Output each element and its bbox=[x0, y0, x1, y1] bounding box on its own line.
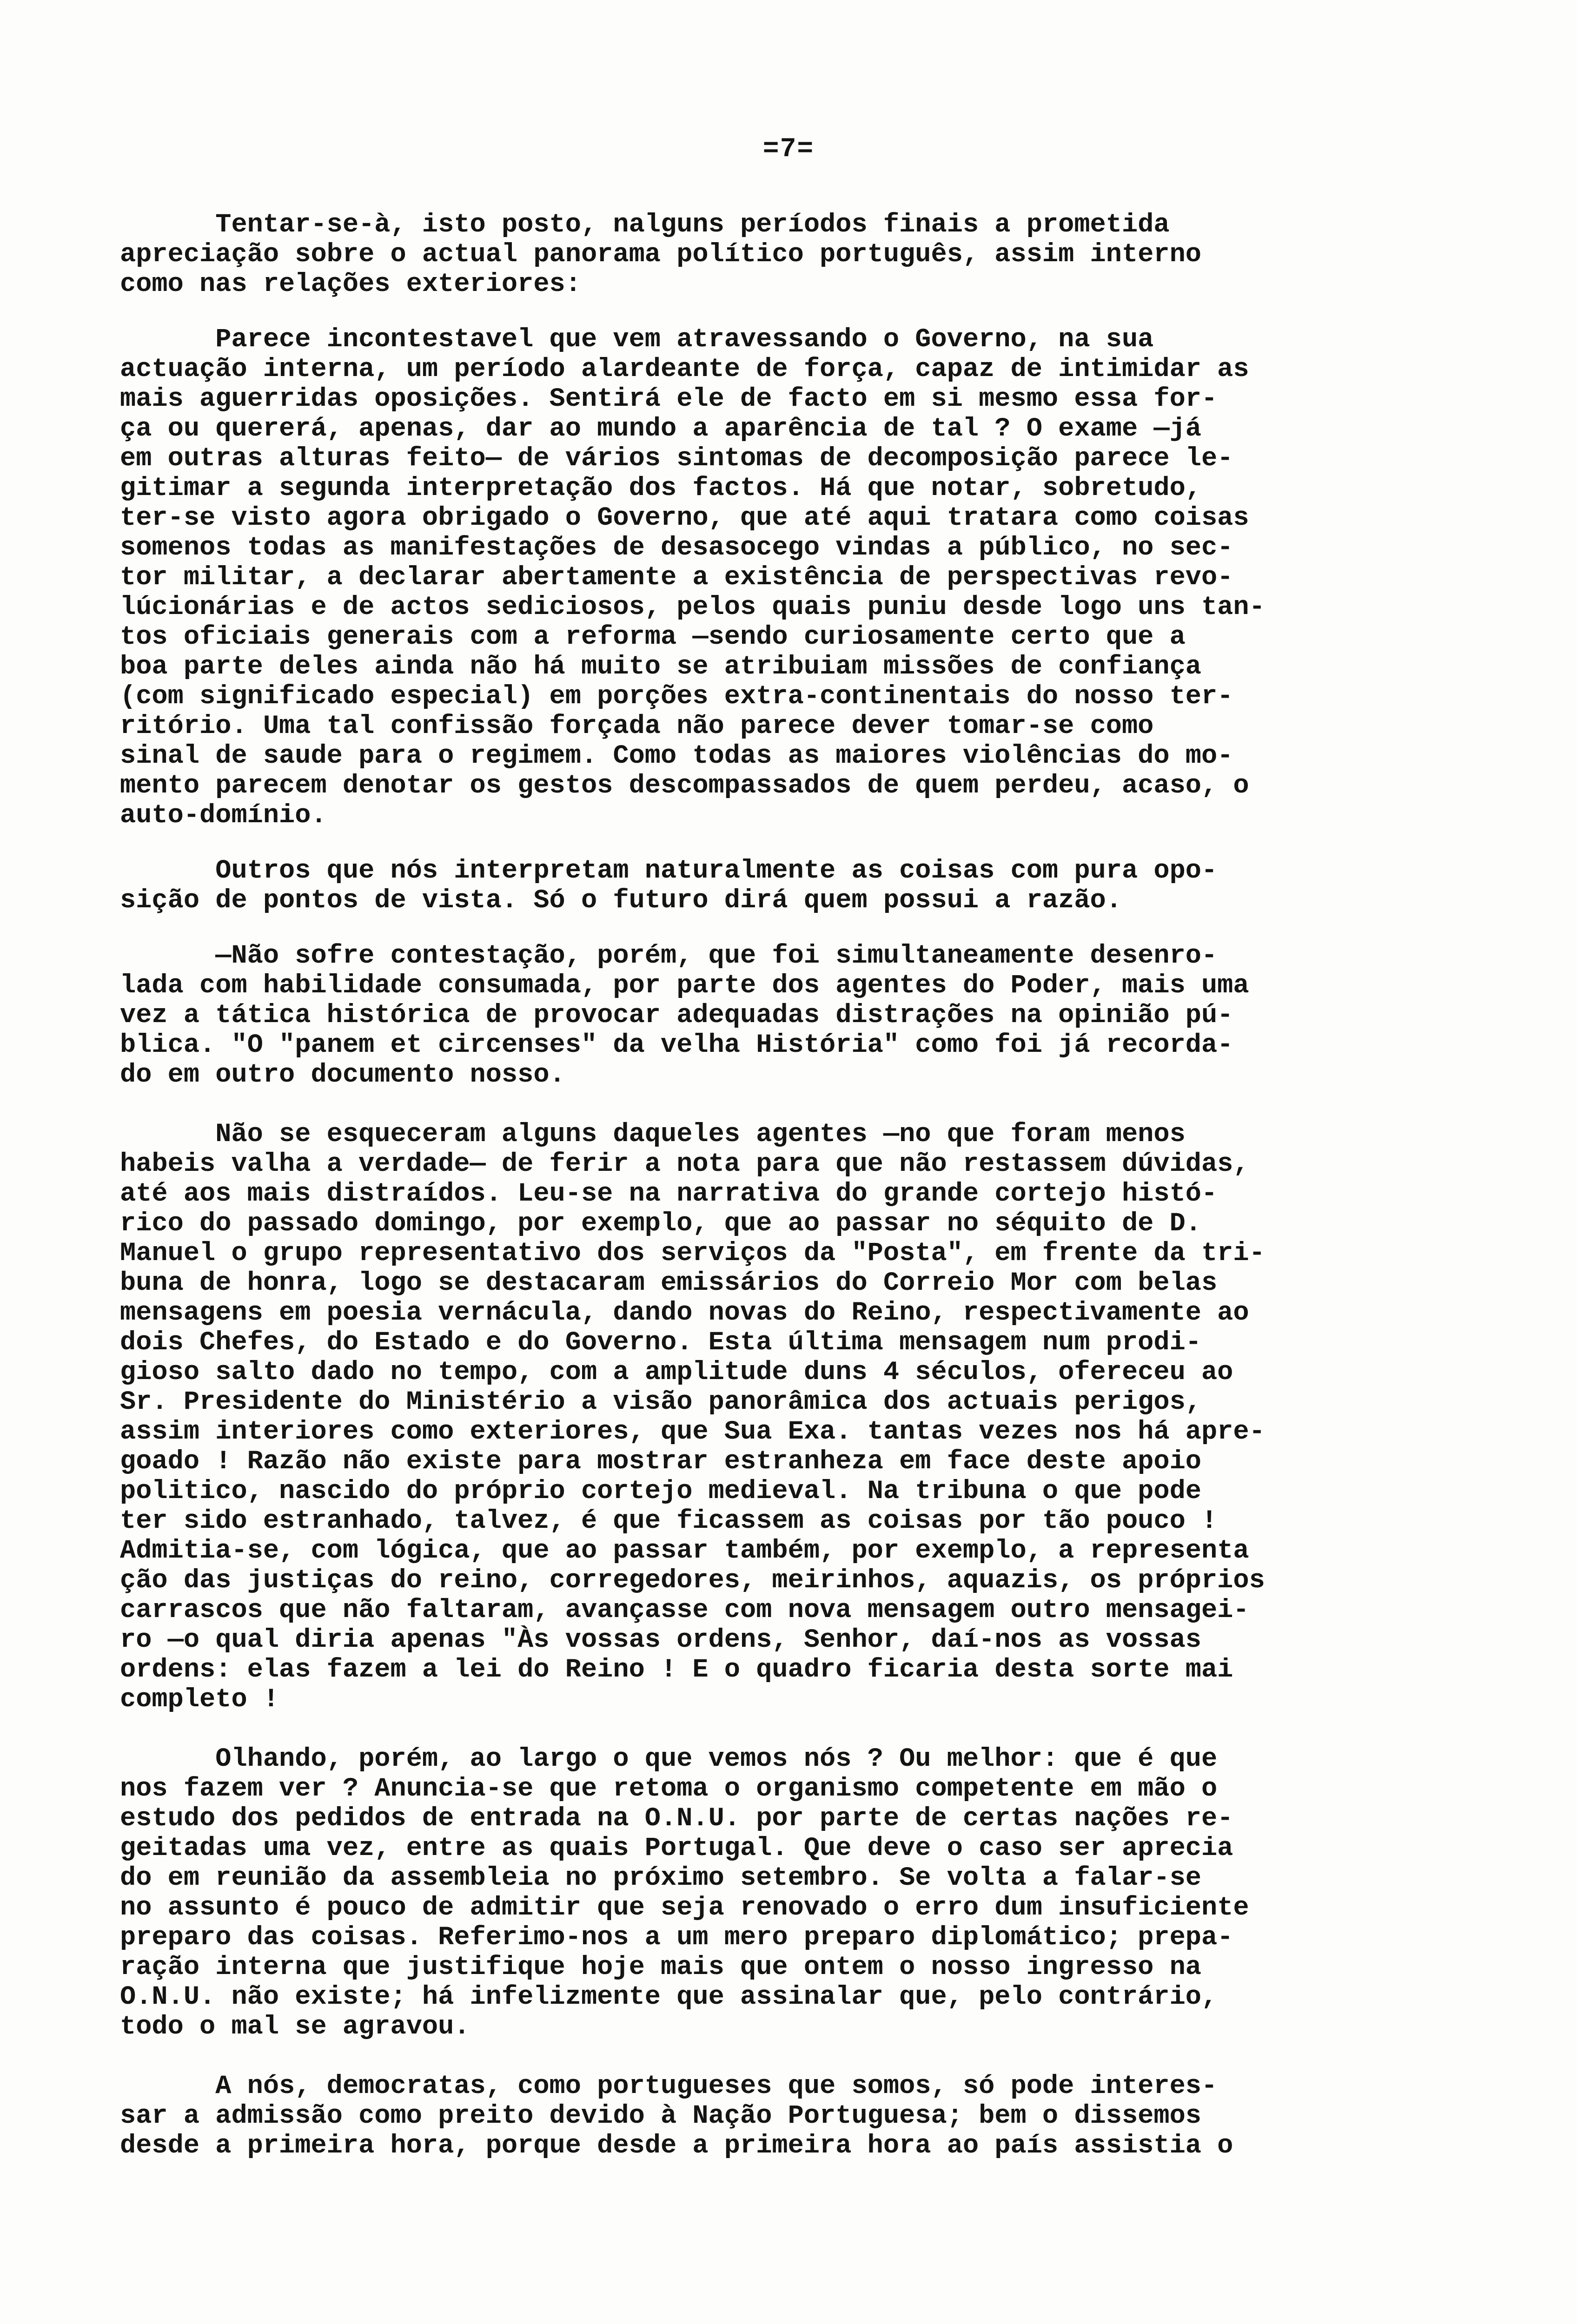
text-line: sar a admissão como preito devido à Nação Portuguesa; bem o dissemos bbox=[120, 2101, 1201, 2131]
text-line: Não se esqueceram alguns daqueles agentes —no que foram menos bbox=[120, 1120, 1186, 1149]
text-line: dois Chefes, do Estado e do Governo. Esta última mensagem num prodi- bbox=[120, 1328, 1201, 1358]
paragraph bbox=[120, 856, 1478, 916]
text-line: politico, nascido do próprio cortejo medieval. Na tribuna o que pode bbox=[120, 1477, 1201, 1506]
text-line: auto-domínio. bbox=[120, 801, 327, 831]
text-line: O.N.U. não existe; há infelizmente que assinalar que, pelo contrário, bbox=[120, 1982, 1218, 2012]
text-line: sição de pontos de vista. Só o futuro dirá quem possui a razão. bbox=[120, 886, 1122, 916]
text-line: assim interiores como exteriores, que Sua Exa. tantas vezes nos há apre- bbox=[120, 1417, 1265, 1447]
text-line: Outros que nós interpretam naturalmente as coisas com pura opo- bbox=[120, 856, 1218, 886]
text-line: lúcionárias e de actos sediciosos, pelos quais puniu desde logo uns tan- bbox=[120, 593, 1265, 622]
text-line: mais aguerridas oposições. Sentirá ele de facto em si mesmo essa for- bbox=[120, 384, 1218, 414]
text-line: A nós, democratas, como portugueses que somos, só pode interes- bbox=[120, 2072, 1218, 2101]
text-line: ordens: elas fazem a lei do Reino ! E o quadro ficaria desta sorte mai bbox=[120, 1655, 1233, 1685]
text-line: completo ! bbox=[120, 1685, 279, 1715]
text-line: boa parte deles ainda não há muito se atribuiam missões de confiança bbox=[120, 652, 1201, 682]
text-line: tor militar, a declarar abertamente a existência de perspectivas revo- bbox=[120, 563, 1233, 593]
text-line: actuação interna, um período alardeante de força, capaz de intimidar as bbox=[120, 355, 1249, 384]
text-line: preparo das coisas. Referimo-nos a um mero preparo diplomático; prepa- bbox=[120, 1923, 1233, 1953]
text-line: até aos mais distraídos. Leu-se na narrativa do grande cortejo histó- bbox=[120, 1179, 1218, 1209]
text-line: Olhando, porém, ao largo o que vemos nós ? Ou melhor: que é que bbox=[120, 1744, 1218, 1774]
text-line: Sr. Presidente do Ministério a visão panorâmica dos actuais perigos, bbox=[120, 1387, 1201, 1417]
text-line: ça ou quererá, apenas, dar ao mundo a aparência de tal ? O exame —já bbox=[120, 414, 1201, 444]
paragraph bbox=[120, 1744, 1478, 2042]
page-number: =7= bbox=[762, 134, 815, 165]
text-line: —Não sofre contestação, porém, que foi simultaneamente desenro- bbox=[120, 941, 1218, 971]
text-line: (com significado especial) em porções extra-continentais do nosso ter- bbox=[120, 682, 1233, 712]
text-line: do em outro documento nosso. bbox=[120, 1060, 565, 1090]
text-line: geitadas uma vez, entre as quais Portugal. Que deve o caso ser aprecia bbox=[120, 1834, 1233, 1863]
text-line: do em reunião da assembleia no próximo setembro. Se volta a falar-se bbox=[120, 1863, 1201, 1893]
paragraph bbox=[120, 2072, 1478, 2161]
text-line: somenos todas as manifestações de desasocego vindas a público, no sec- bbox=[120, 533, 1233, 563]
text-line: vez a tática histórica de provocar adequadas distrações na opinião pú- bbox=[120, 1001, 1233, 1030]
text-line: em outras alturas feito— de vários sintomas de decomposição parece le- bbox=[120, 444, 1233, 474]
text-line: apreciação sobre o actual panorama político português, assim interno bbox=[120, 240, 1201, 270]
text-line: desde a primeira hora, porque desde a primeira hora ao país assistia o bbox=[120, 2131, 1233, 2161]
text-line: goado ! Razão não existe para mostrar estranheza em face deste apoio bbox=[120, 1447, 1201, 1477]
text-line: gioso salto dado no tempo, com a amplitude duns 4 séculos, ofereceu ao bbox=[120, 1358, 1233, 1387]
text-line: sinal de saude para o regimem. Como todas as maiores violências do mo- bbox=[120, 741, 1233, 771]
text-line: gitimar a segunda interpretação dos factos. Há que notar, sobretudo, bbox=[120, 474, 1201, 503]
text-line: mensagens em poesia vernácula, dando novas do Reino, respectivamente ao bbox=[120, 1298, 1249, 1328]
text-line: como nas relações exteriores: bbox=[120, 270, 581, 299]
text-line: Manuel o grupo representativo dos serviços da "Posta", em frente da tri- bbox=[120, 1239, 1265, 1268]
text-line: carrascos que não faltaram, avançasse com nova mensagem outro mensagei- bbox=[120, 1596, 1249, 1625]
paragraph bbox=[120, 210, 1478, 299]
paragraph bbox=[120, 325, 1478, 831]
text-line: Tentar-se-à, isto posto, nalguns períodos finais a prometida bbox=[120, 210, 1170, 240]
text-line: blica. "O "panem et circenses" da velha História" como foi já recorda- bbox=[120, 1030, 1233, 1060]
document-body bbox=[120, 210, 1478, 2161]
text-line: estudo dos pedidos de entrada na O.N.U. por parte de certas nações re- bbox=[120, 1804, 1233, 1834]
text-line: mento parecem denotar os gestos descompassados de quem perdeu, acaso, o bbox=[120, 771, 1249, 801]
text-line: ção das justiças do reino, corregedores, meirinhos, aquazis, os próprios bbox=[120, 1566, 1265, 1596]
text-line: todo o mal se agravou. bbox=[120, 2012, 470, 2042]
text-line: rico do passado domingo, por exemplo, que ao passar no séquito de D. bbox=[120, 1209, 1201, 1239]
paragraph bbox=[120, 1120, 1478, 1715]
text-line: tos oficiais generais com a reforma —sendo curiosamente certo que a bbox=[120, 622, 1186, 652]
text-line: nos fazem ver ? Anuncia-se que retoma o organismo competente em mão o bbox=[120, 1774, 1218, 1804]
text-line: ritório. Uma tal confissão forçada não parece dever tomar-se como bbox=[120, 712, 1154, 741]
text-line: ter sido estranhado, talvez, é que ficassem as coisas por tão pouco ! bbox=[120, 1506, 1218, 1536]
text-line: habeis valha a verdade— de ferir a nota para que não restassem dúvidas, bbox=[120, 1149, 1249, 1179]
text-line: ro —o qual diria apenas "Às vossas ordens, Senhor, daí-nos as vossas bbox=[120, 1625, 1201, 1655]
text-line: ração interna que justifique hoje mais que ontem o nosso ingresso na bbox=[120, 1953, 1201, 1982]
text-line: lada com habilidade consumada, por parte dos agentes do Poder, mais uma bbox=[120, 971, 1249, 1001]
text-line: Admitia-se, com lógica, que ao passar também, por exemplo, a representa bbox=[120, 1536, 1249, 1566]
paragraph bbox=[120, 941, 1478, 1090]
text-line: no assunto é pouco de admitir que seja renovado o erro dum insuficiente bbox=[120, 1893, 1249, 1923]
text-line: buna de honra, logo se destacaram emissários do Correio Mor com belas bbox=[120, 1268, 1218, 1298]
text-line: Parece incontestavel que vem atravessando o Governo, na sua bbox=[120, 325, 1154, 355]
text-line: ter-se visto agora obrigado o Governo, que até aqui tratara como coisas bbox=[120, 503, 1249, 533]
